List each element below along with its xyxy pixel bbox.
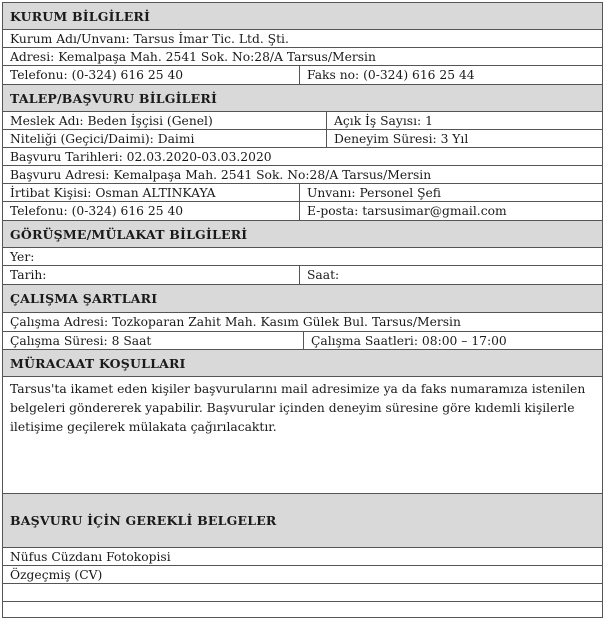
section-title: MÜRACAAT KOŞULLARI: [10, 355, 186, 371]
document-item: Özgeçmiş (CV): [10, 567, 103, 582]
field-yer: Yer:: [10, 249, 35, 264]
section-header-gorusme: [3, 221, 602, 248]
row-irtibat: [3, 184, 602, 202]
field-saat: Saat:: [299, 266, 602, 284]
row-telefon-faks: [3, 66, 602, 85]
empty-row: [3, 602, 602, 617]
field-eposta: E-posta: tarsusimar@gmail.com: [299, 202, 602, 220]
empty-row: [3, 584, 602, 602]
section-title: KURUM BİLGİLERİ: [10, 8, 151, 24]
muracaat-text-block: [3, 377, 602, 494]
field-adres: Adresi: Kemalpaşa Mah. 2541 Sok. No:28/A Tarsus/Mersin: [10, 49, 376, 64]
section-header-kurum: [3, 3, 602, 30]
field-irtibat: İrtibat Kişisi: Osman ALTINKAYA: [10, 185, 216, 200]
list-item: [3, 548, 602, 566]
field-acik-is: Açık İş Sayısı: 1: [326, 112, 602, 129]
muracaat-text: Tarsus'ta ikamet eden kişiler başvurularını mail adresimize ya da faks numaramıza istenilen belgeleri göndererek yapabilir. Başvurular içinden deneyim süresine göre kıdemli kişilerle iletişime geçilerek mülakata çağırılacaktır.: [10, 382, 586, 434]
row-iletisim: [3, 202, 602, 221]
row-yer: [3, 248, 602, 266]
document-item: Nüfus Cüzdanı Fotokopisi: [10, 549, 171, 564]
row-calisma-adresi: [3, 313, 602, 332]
field-unvan: Unvanı: Personel Şefi: [299, 184, 602, 201]
field-telefon: Telefonu: (0-324) 616 25 40: [10, 204, 184, 218]
section-header-talep: [3, 85, 602, 112]
section-header-belgeler: [3, 494, 602, 548]
field-deneyim: Deneyim Süresi: 3 Yıl: [326, 130, 602, 147]
row-tarih-saat: [3, 266, 602, 285]
field-meslek: Meslek Adı: Beden İşçisi (Genel): [10, 113, 213, 128]
section-title: BAŞVURU İÇİN GEREKLİ BELGELER: [10, 513, 277, 528]
row-basvuru-adresi: [3, 166, 602, 184]
field-telefon: Telefonu: (0-324) 616 25 40: [10, 68, 184, 82]
section-title: TALEP/BAŞVURU BİLGİLERİ: [10, 90, 218, 106]
row-kurum-adi: [3, 30, 602, 48]
field-tarih: Tarih:: [10, 268, 47, 282]
row-adres: [3, 48, 602, 66]
field-basvuru-adresi: Başvuru Adresi: Kemalpaşa Mah. 2541 Sok. No:28/A Tarsus/Mersin: [10, 167, 432, 182]
field-faks: Faks no: (0-324) 616 25 44: [299, 66, 602, 84]
row-nitelik: [3, 130, 602, 148]
section-title: ÇALIŞMA ŞARTLARI: [10, 291, 158, 306]
row-meslek: [3, 112, 602, 130]
row-tarihler: [3, 148, 602, 166]
field-basvuru-tarihleri: Başvuru Tarihleri: 02.03.2020-03.03.2020: [10, 149, 272, 164]
section-header-calisma: [3, 285, 602, 313]
field-kurum-adi: Kurum Adı/Unvanı: Tarsus İmar Tic. Ltd. Şti.: [10, 31, 289, 46]
field-calisma-suresi: Çalışma Süresi: 8 Saat: [10, 333, 152, 348]
field-calisma-saatleri: Çalışma Saatleri: 08:00 – 17:00: [303, 332, 602, 349]
job-posting-form: [2, 2, 603, 618]
section-header-muracaat: [3, 350, 602, 377]
list-item: [3, 566, 602, 584]
field-calisma-adresi: Çalışma Adresi: Tozkoparan Zahit Mah. Kasım Gülek Bul. Tarsus/Mersin: [10, 315, 461, 329]
row-calisma-suresi: [3, 332, 602, 350]
section-title: GÖRÜŞME/MÜLAKAT BİLGİLERİ: [10, 226, 248, 242]
field-nitelik: Niteliği (Geçici/Daimi): Daimi: [10, 131, 195, 146]
